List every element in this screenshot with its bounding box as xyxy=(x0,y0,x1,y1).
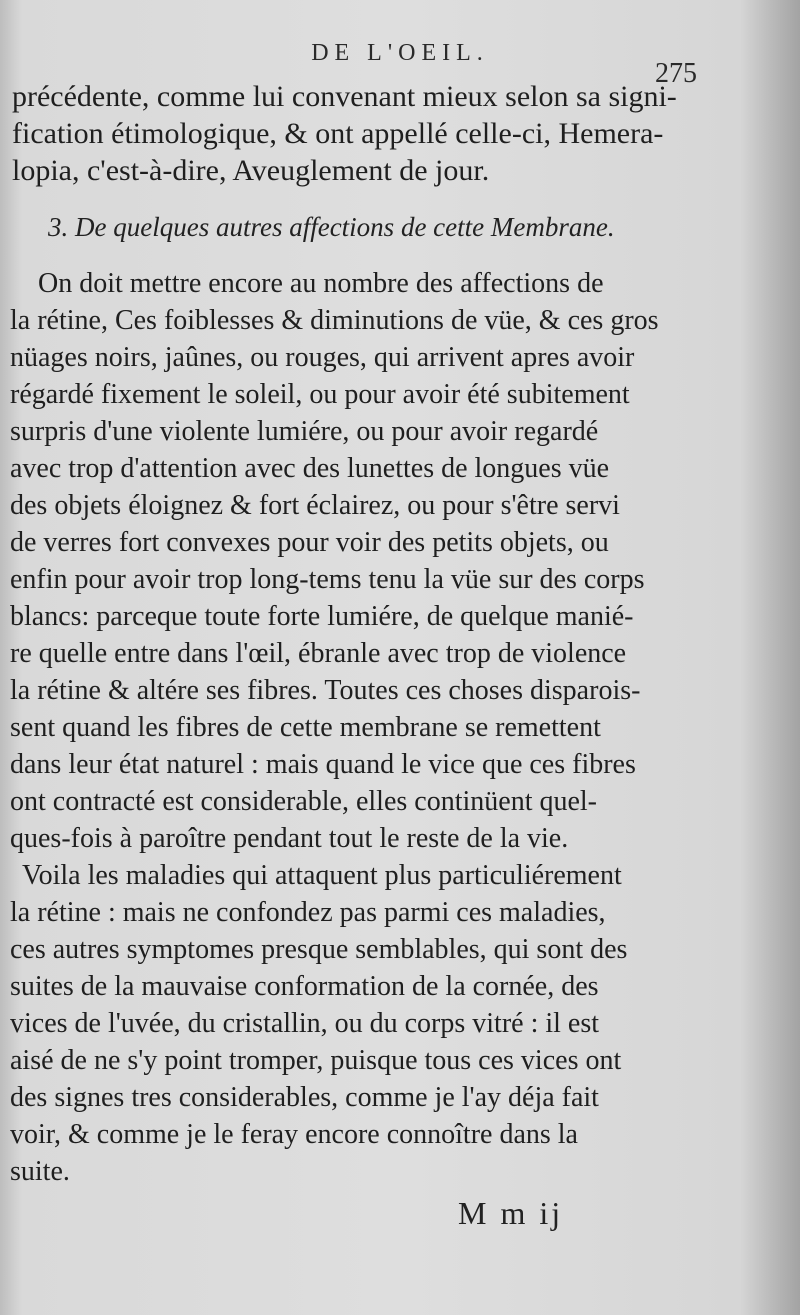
text-line: la rétine, Ces foiblesses & diminutions de vüe, & ces gros xyxy=(10,305,659,336)
text-line: précédente, comme lui convenant mieux selon sa signi- xyxy=(12,80,677,113)
text-line: sent quand les fibres de cette membrane se remettent xyxy=(10,712,601,743)
text-line: aisé de ne s'y point tromper, puisque tous ces vices ont xyxy=(10,1045,622,1076)
text-line: enfin pour avoir trop long-tems tenu la vüe sur des corps xyxy=(10,564,645,595)
text-line: re quelle entre dans l'œil, ébranle avec trop de violence xyxy=(10,638,627,669)
text-line: ont contracté est considerable, elles continüent quel- xyxy=(10,786,598,817)
text-line: des signes tres considerables, comme je l'ay déja fait xyxy=(10,1082,599,1113)
text-line: lopia, c'est-à-dire, Aveuglement de jour. xyxy=(12,154,490,187)
text-line: ques-fois à paroître pendant tout le reste de la vie. xyxy=(10,823,569,854)
text-line: ces autres symptomes presque semblables, qui sont des xyxy=(10,934,628,965)
text-line: surpris d'une violente lumiére, ou pour avoir regardé xyxy=(10,416,599,447)
text-line: fication étimologique, & ont appellé celle-ci, Hemera- xyxy=(12,117,664,150)
page-number: 275 xyxy=(655,58,697,89)
signature-mark: M m ij xyxy=(458,1195,564,1231)
text-line: suites de la mauvaise conformation de la cornée, des xyxy=(10,971,599,1002)
text-line: avec trop d'attention avec des lunettes de longues vüe xyxy=(10,453,610,484)
text-line: On doit mettre encore au nombre des affections de xyxy=(38,268,604,299)
text-line: de verres fort convexes pour voir des petits objets, ou xyxy=(10,527,609,558)
page-shadow xyxy=(740,0,800,1315)
text-line: la rétine : mais ne confondez pas parmi ces maladies, xyxy=(10,897,606,928)
running-head: DE L'OEIL. xyxy=(311,40,489,66)
text-line: vices de l'uvée, du cristallin, ou du corps vitré : il est xyxy=(10,1008,600,1039)
text-line: voir, & comme je le feray encore connoître dans la xyxy=(10,1119,578,1150)
text-line: suite. xyxy=(10,1156,70,1187)
text-line: dans leur état naturel : mais quand le vice que ces fibres xyxy=(10,749,636,780)
text-line: nüages noirs, jaûnes, ou rouges, qui arrivent apres avoir xyxy=(10,342,635,373)
section-heading: 3. De quelques autres affections de cette Membrane. xyxy=(48,212,615,242)
text-line: blancs: parceque toute forte lumiére, de quelque manié- xyxy=(10,601,634,632)
text-line: la rétine & altére ses fibres. Toutes ces choses disparois- xyxy=(10,675,641,706)
text-line: régardé fixement le soleil, ou pour avoir été subitement xyxy=(10,379,630,410)
text-line: des objets éloignez & fort éclairez, ou pour s'être servi xyxy=(10,490,620,521)
text-line: Voila les maladies qui attaquent plus particuliérement xyxy=(22,860,622,891)
